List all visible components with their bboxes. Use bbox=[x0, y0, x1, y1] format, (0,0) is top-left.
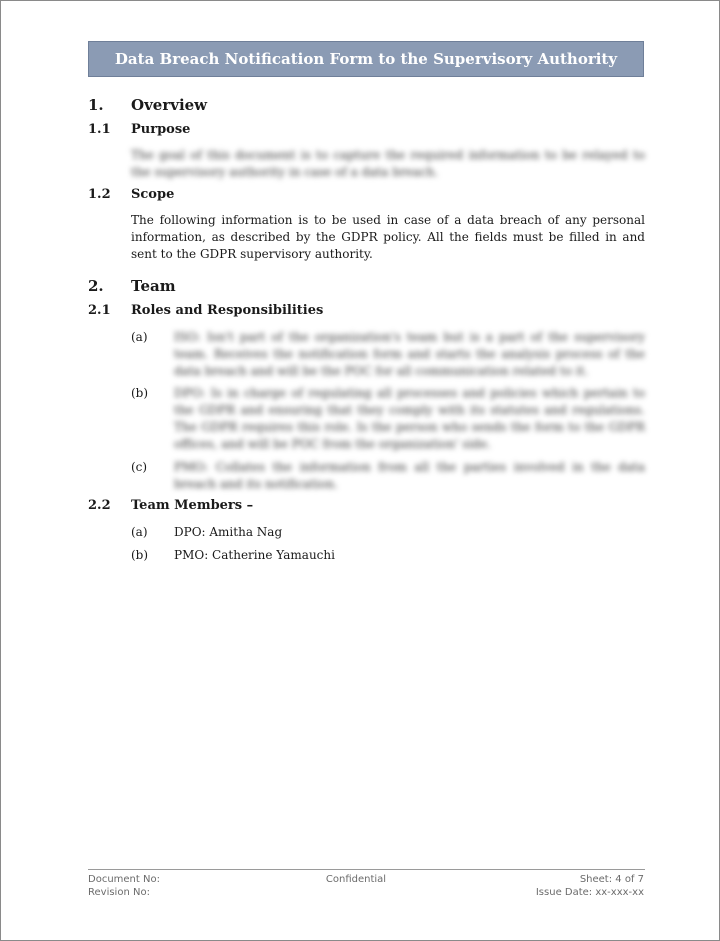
scope-paragraph: The following information is to be used in case of a data breach of any personal information, as described by the GDPR policy. All the fields must be filled in and sent to the GDPR supervisory authority. bbox=[131, 213, 645, 261]
list-item-text: ISO: Isn't part of the organization's team but is a part of the supervisory team. Receives the notification form and starts the analysis process of the data breach and will be the POC for all communication related to it. bbox=[174, 330, 645, 378]
list-item-letter: (c) bbox=[131, 460, 148, 474]
purpose-paragraph: The goal of this document is to capture the required information to be relayed to the supervisory authority in case of a data breach. bbox=[131, 148, 645, 179]
list-item bbox=[131, 385, 645, 453]
list-item-text: DPO: Is in charge of regulating all processes and policies which pertain to the GDPR and ensuring that they comply with its statutes and regulations. The GDPR requires this role. Is the person who sends the form to the GDPR offices, and will be POC from the organization' side. bbox=[174, 386, 645, 451]
section-number: 2. bbox=[88, 277, 104, 295]
team-member-text: PMO: Catherine Yamauchi bbox=[174, 548, 335, 562]
footer-document-no: Document No: bbox=[88, 874, 160, 885]
subsection-heading-purpose bbox=[88, 122, 190, 137]
section-heading-team bbox=[88, 277, 176, 295]
subsection-title: Purpose bbox=[131, 122, 191, 137]
footer-divider bbox=[88, 869, 645, 870]
subsection-number: 1.2 bbox=[88, 187, 111, 202]
list-item-text: PMO: Collates the information from all the parties involved in the data breach and its notification. bbox=[174, 460, 645, 491]
section-heading-overview bbox=[88, 96, 207, 114]
subsection-number: 2.2 bbox=[88, 498, 111, 513]
team-member-item bbox=[131, 524, 645, 541]
list-item bbox=[131, 459, 645, 493]
subsection-number: 2.1 bbox=[88, 303, 111, 318]
team-member-text: DPO: Amitha Nag bbox=[174, 525, 283, 539]
list-item-letter: (b) bbox=[131, 548, 149, 562]
team-member-item bbox=[131, 547, 645, 564]
subsection-heading-roles bbox=[88, 303, 323, 318]
section-title: Overview bbox=[131, 96, 208, 114]
subsection-title: Team Members – bbox=[131, 498, 254, 513]
footer-revision-no: Revision No: bbox=[88, 887, 150, 898]
document-title: Data Breach Notification Form to the Supervisory Authority bbox=[114, 50, 618, 68]
section-number: 1. bbox=[88, 96, 104, 114]
subsection-heading-team-members bbox=[88, 498, 253, 513]
list-item-letter: (a) bbox=[131, 525, 148, 539]
subsection-title: Roles and Responsibilities bbox=[131, 303, 324, 318]
subsection-title: Scope bbox=[131, 187, 175, 202]
subsection-number: 1.1 bbox=[88, 122, 111, 137]
list-item-letter: (a) bbox=[131, 330, 148, 344]
list-item bbox=[131, 329, 645, 380]
footer-classification: Confidential bbox=[325, 874, 387, 885]
subsection-heading-scope bbox=[88, 187, 174, 202]
list-item-letter: (b) bbox=[131, 386, 149, 400]
footer-sheet: Sheet: 4 of 7 bbox=[579, 874, 644, 885]
footer-issue-date: Issue Date: xx-xxx-xx bbox=[535, 887, 644, 898]
section-title: Team bbox=[131, 277, 176, 295]
document-title-bar bbox=[88, 41, 644, 77]
